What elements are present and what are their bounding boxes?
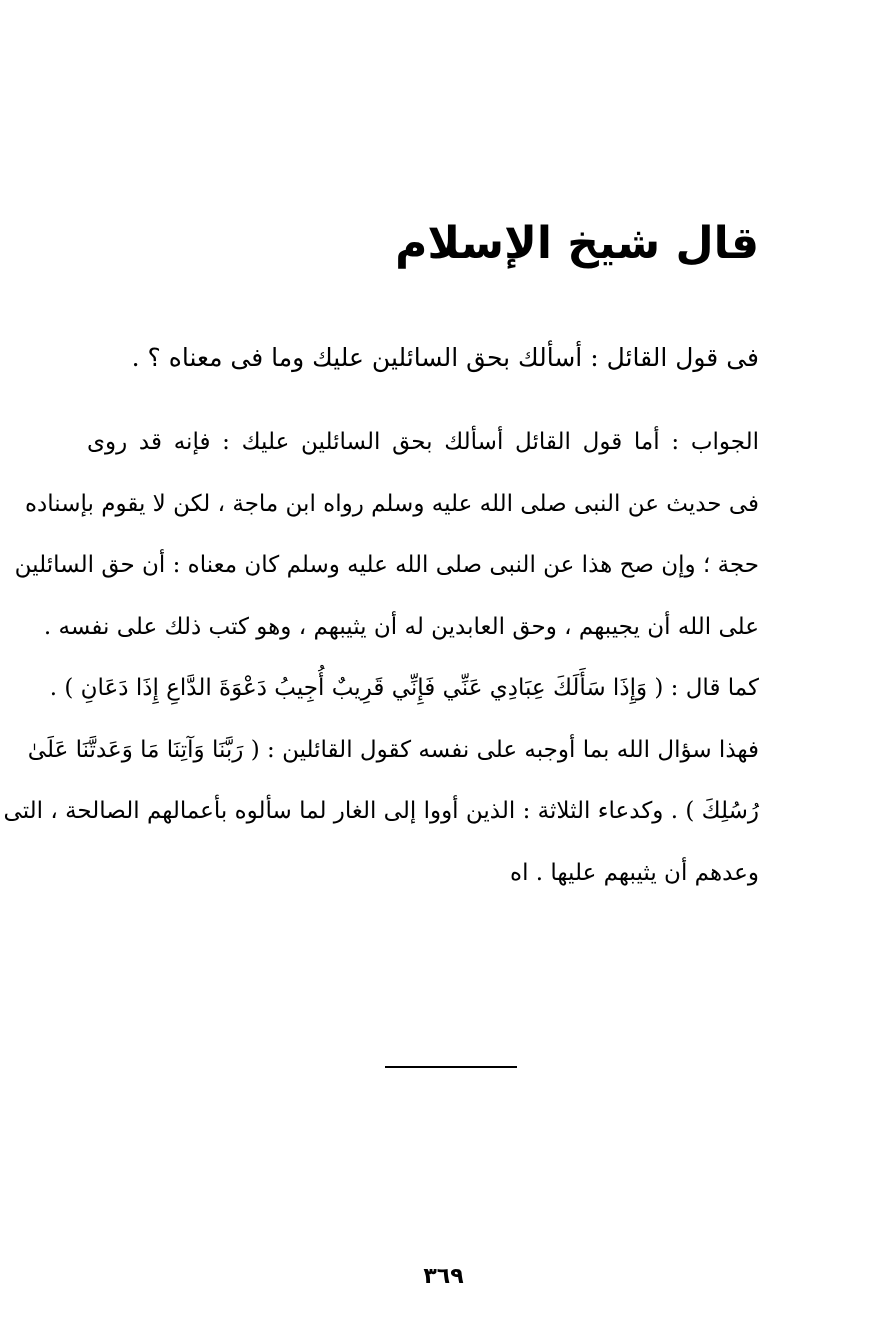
answer-line: على الله أن يجيبهم ، وحق العابدين له أن يثيبهم ، وهو كتب ذلك على نفسه . [43, 613, 759, 640]
answer-line: وعدهم أن يثيبهم عليها . اه [510, 859, 759, 886]
answer-line: الجواب : أما قول القائل أسألك بحق السائلين عليك : فإنه قد روى [87, 429, 759, 455]
question-paragraph: فى قول القائل : أسألك بحق السائلين عليك وما فى معناه ؟ . [131, 343, 759, 372]
answer-paragraph [3, 412, 759, 904]
page-number: ٣٦٩ [423, 1264, 464, 1289]
quran-verse-line: كما قال : ( وَإِذَا سَأَلَكَ عِبَادِي عَنِّي فَإِنِّي قَرِيبٌ أُجِيبُ دَعْوَةَ الدَّاعِ إِذَا دَعَانِ ) . [49, 675, 759, 701]
answer-line: فهذا سؤال الله بما أوجبه على نفسه كقول القائلين : ( رَبَّنَا وَآتِنَا مَا وَعَدتَّنَا عَلَىٰ [27, 736, 759, 763]
page-title: قال شيخ الإسلام [395, 218, 759, 269]
answer-line: رُسُلِكَ ) . وكدعاء الثلاثة : الذين أووا إلى الغار لما سألوه بأعمالهم الصالحة ، التى [3, 798, 759, 824]
section-divider [385, 1066, 517, 1068]
answer-line: فى حديث عن النبى صلى الله عليه وسلم رواه ابن ماجة ، لكن لا يقوم بإسناده [24, 490, 759, 517]
answer-line: حجة ؛ وإن صح هذا عن النبى صلى الله عليه وسلم كان معناه : أن حق السائلين [14, 552, 759, 578]
